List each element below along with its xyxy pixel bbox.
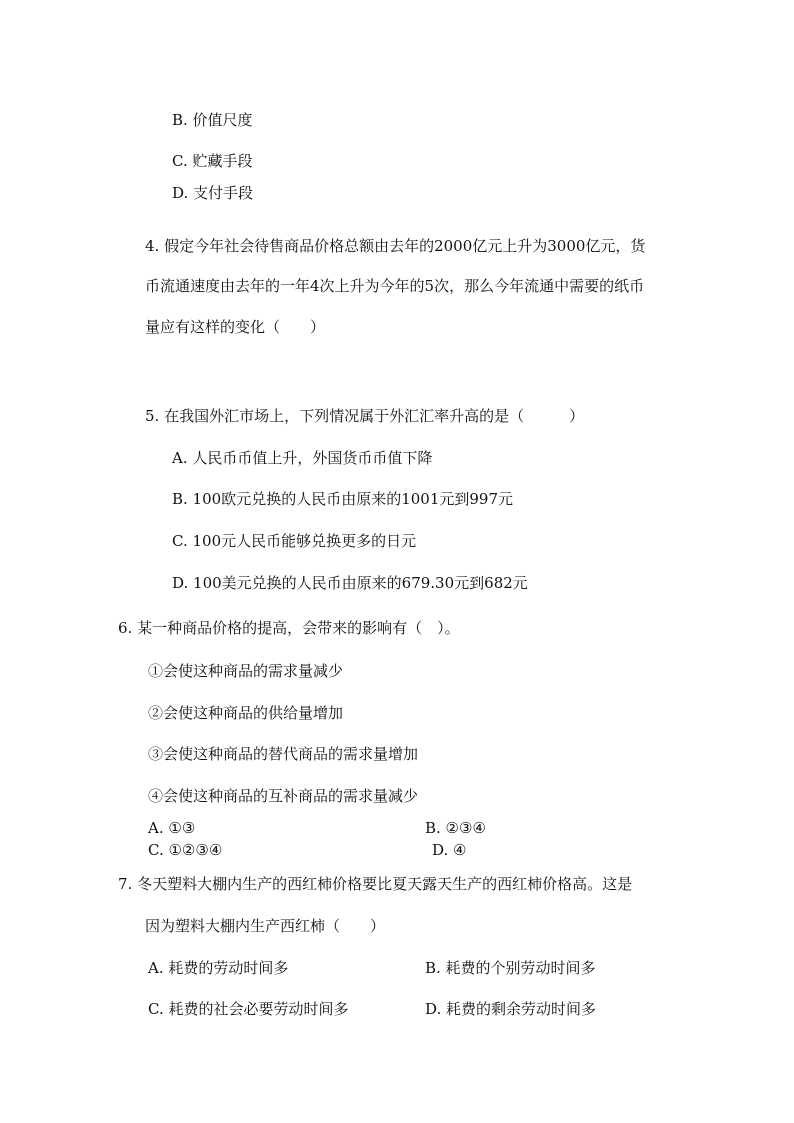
- q6-option-b: B. ②③④: [425, 819, 486, 837]
- q5-option-d: D. 100美元兑换的人民币由原来的679.30元到682元: [172, 574, 528, 592]
- q3-option-c: C. 贮藏手段: [172, 152, 253, 170]
- q7-stem-line2: 因为塑料大棚内生产西红柿（ ）: [145, 917, 386, 935]
- q6-item-4: ④会使这种商品的互补商品的需求量减少: [148, 787, 419, 805]
- q6-option-c: C. ①②③④: [148, 841, 223, 859]
- q4-stem-line3: 量应有这样的变化（ ）: [145, 318, 326, 336]
- q7-option-b: B. 耗费的个别劳动时间多: [425, 959, 596, 977]
- q6-option-d: D. ④: [432, 841, 467, 859]
- q7-stem-line1: 7. 冬天塑料大棚内生产的西红柿价格要比夏天露天生产的西红柿价格高。这是: [118, 875, 633, 893]
- q6-item-3: ③会使这种商品的替代商品的需求量增加: [148, 745, 419, 763]
- q6-item-1: ①会使这种商品的需求量减少: [148, 662, 344, 680]
- q5-option-b: B. 100欧元兑换的人民币由原来的1001元到997元: [172, 490, 513, 508]
- q6-item-2: ②会使这种商品的供给量增加: [148, 704, 344, 722]
- q4-stem-line1: 4. 假定今年社会待售商品价格总额由去年的2000亿元上升为3000亿元，货: [145, 237, 646, 255]
- q5-stem: 5. 在我国外汇市场上，下列情况属于外汇汇率升高的是（ ）: [145, 407, 585, 425]
- q5-option-a: A. 人民币币值上升，外国货币币值下降: [172, 449, 433, 467]
- q7-option-a: A. 耗费的劳动时间多: [148, 959, 289, 977]
- q6-option-a: A. ①③: [148, 819, 196, 837]
- q4-stem-line2: 币流通速度由去年的一年4次上升为今年的5次，那么今年流通中需要的纸币: [145, 277, 645, 295]
- q3-option-b: B. 价值尺度: [172, 111, 253, 129]
- q7-option-c: C. 耗费的社会必要劳动时间多: [148, 1000, 349, 1018]
- q6-stem: 6. 某一种商品价格的提高，会带来的影响有（ ）。: [118, 619, 460, 637]
- q5-option-c: C. 100元人民币能够兑换更多的日元: [172, 532, 417, 550]
- q3-option-d: D. 支付手段: [172, 184, 254, 202]
- q7-option-d: D. 耗费的剩余劳动时间多: [425, 1000, 597, 1018]
